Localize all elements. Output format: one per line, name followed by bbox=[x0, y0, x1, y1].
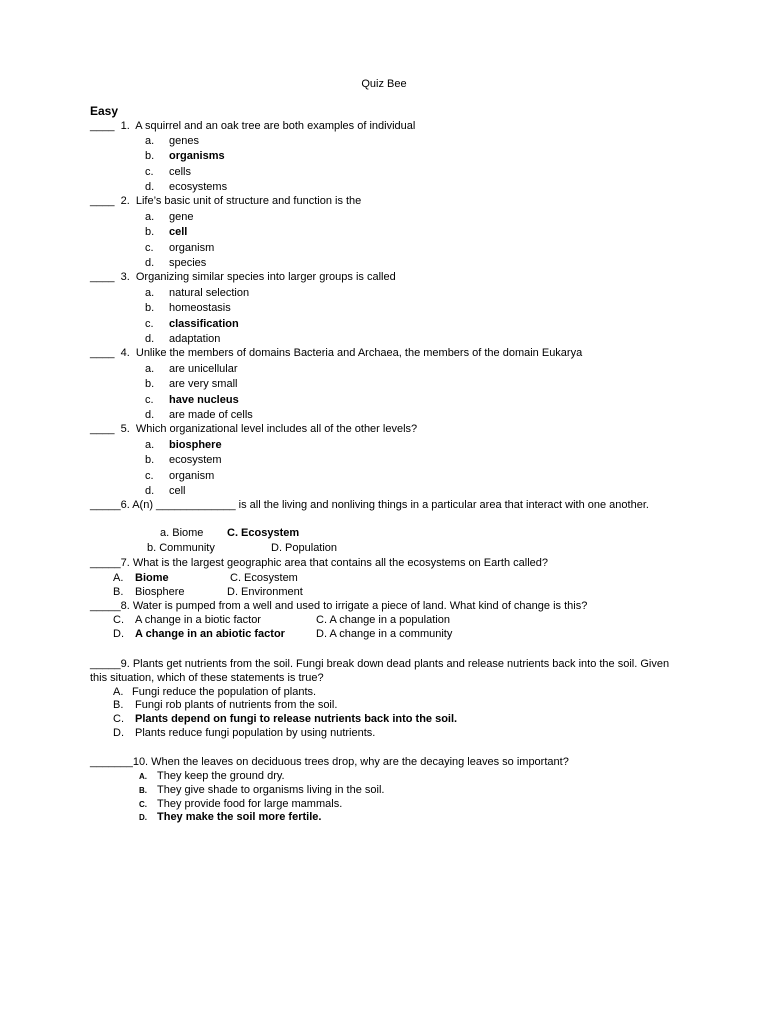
question-3-stem: ____ 3. Organizing similar species into larger groups is called bbox=[90, 271, 396, 283]
question-2-option-d: d. species bbox=[145, 257, 207, 269]
section-heading: Easy bbox=[90, 104, 119, 118]
question-7-option-a: A. Biome bbox=[113, 572, 169, 584]
question-10-option-a: A. They keep the ground dry. bbox=[139, 770, 285, 782]
question-9-option-b: B. Fungi rob plants of nutrients from the soil. bbox=[113, 699, 338, 711]
question-4-option-b: b. are very small bbox=[145, 378, 238, 390]
question-8-option-4: D. A change in a community bbox=[316, 628, 453, 640]
question-1-option-c: c. cells bbox=[145, 166, 192, 178]
question-8-option-1: C. A change in a biotic factor bbox=[113, 614, 261, 626]
question-1-option-a: a. genes bbox=[145, 135, 199, 147]
question-4-option-d: d. are made of cells bbox=[145, 409, 253, 421]
question-8-option-3: D. A change in an abiotic factor bbox=[113, 628, 285, 640]
question-3-option-c: c. classification bbox=[145, 318, 239, 330]
page-title: Quiz Bee bbox=[361, 78, 407, 90]
question-10-option-c: C. They provide food for large mammals. bbox=[139, 798, 343, 810]
question-5-option-a: a. biosphere bbox=[145, 439, 222, 451]
question-2-option-b: b. cell bbox=[145, 226, 188, 238]
question-4-option-c: c. have nucleus bbox=[145, 394, 239, 406]
question-1-stem: ____ 1. A squirrel and an oak tree are both examples of individual bbox=[90, 120, 416, 132]
question-2-stem: ____ 2. Life’s basic unit of structure and function is the bbox=[90, 195, 362, 207]
question-6-option-b: b. Community bbox=[147, 542, 215, 554]
question-7-option-c: C. Ecosystem bbox=[230, 572, 298, 584]
question-2-option-a: a. gene bbox=[145, 211, 194, 223]
question-2-option-c: c. organism bbox=[145, 242, 215, 254]
question-9-option-c: C. Plants depend on fungi to release nutrients back into the soil. bbox=[113, 713, 458, 725]
question-6-option-c: C. Ecosystem bbox=[227, 527, 300, 539]
question-7-option-d: D. Environment bbox=[227, 586, 303, 598]
question-7-stem: _____7. What is the largest geographic area that contains all the ecosystems on Earth called? bbox=[90, 557, 548, 569]
question-6-option-d: D. Population bbox=[271, 542, 338, 554]
question-5-option-d: d. cell bbox=[145, 485, 186, 497]
question-10-stem: _______10. When the leaves on deciduous trees drop, why are the decaying leaves so important? bbox=[90, 756, 569, 768]
question-6-option-a: a. Biome bbox=[160, 527, 204, 539]
question-5-option-c: c. organism bbox=[145, 470, 215, 482]
question-9-option-d: D. Plants reduce fungi population by using nutrients. bbox=[113, 727, 376, 739]
question-5-option-b: b. ecosystem bbox=[145, 454, 222, 466]
question-1-option-d: d. ecosystems bbox=[145, 181, 228, 193]
question-9-option-a: A. Fungi reduce the population of plants. bbox=[113, 686, 317, 698]
question-8-option-2: C. A change in a population bbox=[316, 614, 450, 626]
question-10-option-d: D. They make the soil more fertile. bbox=[139, 811, 322, 823]
question-4-option-a: a. are unicellular bbox=[145, 363, 238, 375]
question-3-option-d: d. adaptation bbox=[145, 333, 221, 345]
question-10-option-b: B. They give shade to organisms living in the soil. bbox=[139, 784, 385, 796]
question-3-option-a: a. natural selection bbox=[145, 287, 250, 299]
question-5-stem: ____ 5. Which organizational level includes all of the other levels? bbox=[90, 423, 418, 435]
question-8-stem: _____8. Water is pumped from a well and used to irrigate a piece of land. What kind of change is this? bbox=[90, 600, 588, 612]
question-9-stem: _____9. Plants get nutrients from the soil. Fungi break down dead plants and release nutrients back into the soil. Given this situation, which of these statements is true? bbox=[90, 658, 670, 684]
question-3-option-b: b. homeostasis bbox=[145, 302, 231, 314]
question-1-option-b: b. organisms bbox=[145, 150, 225, 162]
question-6-stem: _____6. A(n) _____________ is all the living and nonliving things in a particular area that interact with one another. bbox=[90, 499, 649, 511]
question-7-option-b: B. Biosphere bbox=[113, 586, 185, 598]
question-4-stem: ____ 4. Unlike the members of domains Bacteria and Archaea, the members of the domain Eukarya bbox=[90, 347, 583, 359]
